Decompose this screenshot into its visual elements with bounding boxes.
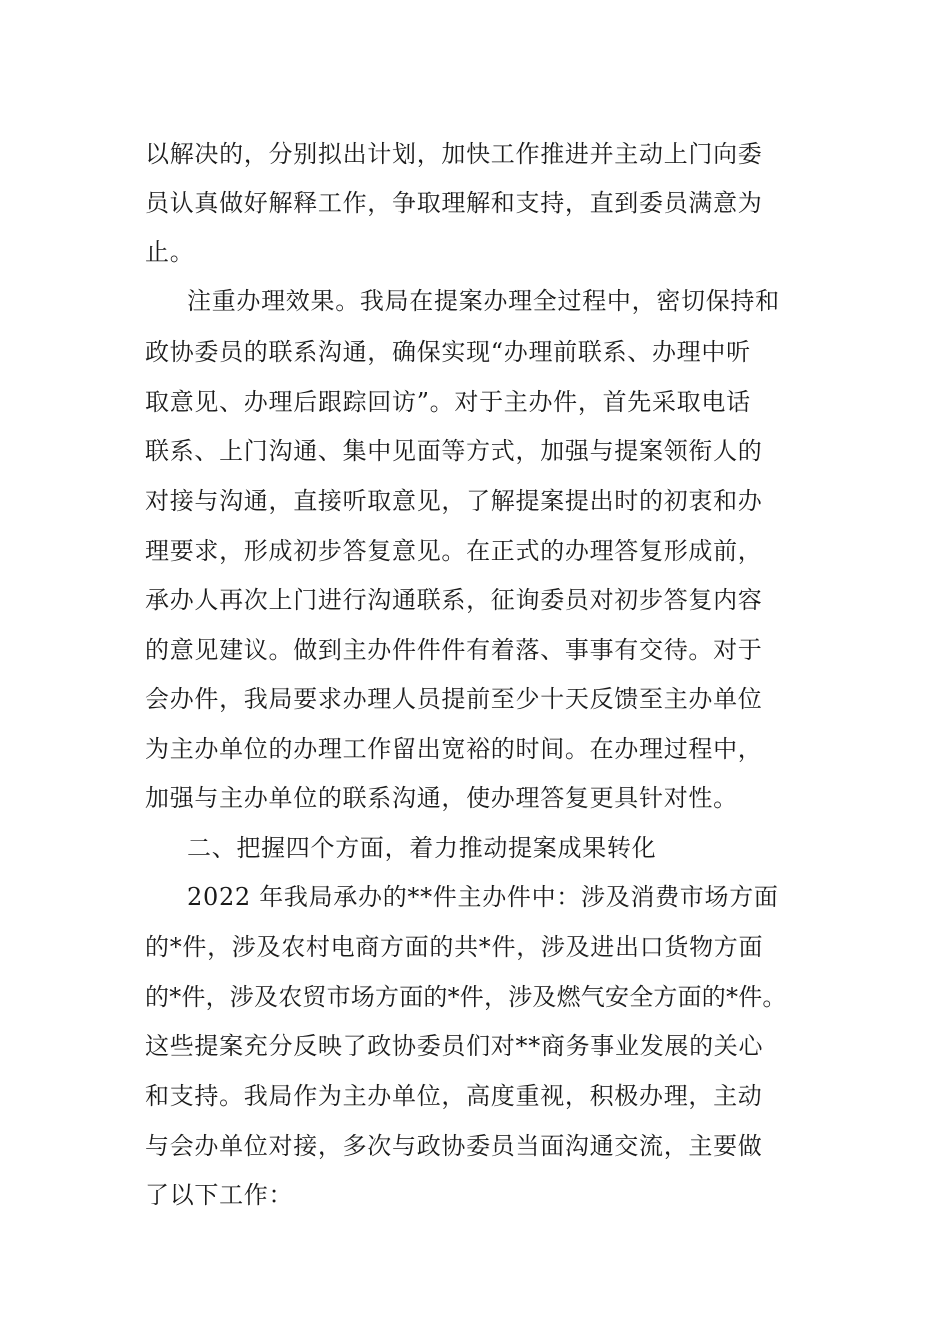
- text-line: 理要求，形成初步答复意见。在正式的办理答复形成前，: [145, 537, 763, 565]
- text-line: 会办件，我局要求办理人员提前至少十天反馈至主办单位: [145, 685, 763, 713]
- text-line: 的意见建议。做到主办件件件有着落、事事有交待。对于: [145, 636, 763, 664]
- paragraph-start-line: 2022 年我局承办的**件主办件中：涉及消费市场方面: [187, 883, 779, 911]
- text-line: 取意见、办理后跟踪回访”。对于主办件，首先采取电话: [145, 388, 751, 416]
- text-line: 承办人再次上门进行沟通联系，征询委员对初步答复内容: [145, 586, 763, 614]
- text-line: 止。: [145, 238, 195, 266]
- text-line: 和支持。我局作为主办单位，高度重视，积极办理，主动: [145, 1082, 763, 1110]
- text-line: 的*件，涉及农贸市场方面的*件，涉及燃气安全方面的*件。: [145, 983, 787, 1011]
- text-line: 以解决的，分别拟出计划，加快工作推进并主动上门向委: [145, 140, 763, 168]
- text-line: 联系、上门沟通、集中见面等方式，加强与提案领衔人的: [145, 437, 763, 465]
- text-line: 了以下工作：: [145, 1181, 294, 1209]
- text-line: 这些提案充分反映了政协委员们对**商务事业发展的关心: [145, 1032, 764, 1060]
- text-line: 员认真做好解释工作，争取理解和支持，直到委员满意为: [145, 189, 763, 217]
- text-line: 的*件，涉及农村电商方面的共*件，涉及进出口货物方面: [145, 933, 764, 961]
- text-line: 政协委员的联系沟通，确保实现“办理前联系、办理中听: [145, 338, 751, 366]
- text-line: 为主办单位的办理工作留出宽裕的时间。在办理过程中，: [145, 735, 763, 763]
- section-heading: 二、把握四个方面，着力推动提案成果转化: [187, 834, 657, 862]
- paragraph-start-line: 注重办理效果。我局在提案办理全过程中，密切保持和: [187, 287, 780, 315]
- text-line: 加强与主办单位的联系沟通，使办理答复更具针对性。: [145, 784, 738, 812]
- text-line: 对接与沟通，直接听取意见，了解提案提出时的初衷和办: [145, 487, 763, 515]
- text-line: 与会办单位对接，多次与政协委员当面沟通交流，主要做: [145, 1132, 763, 1160]
